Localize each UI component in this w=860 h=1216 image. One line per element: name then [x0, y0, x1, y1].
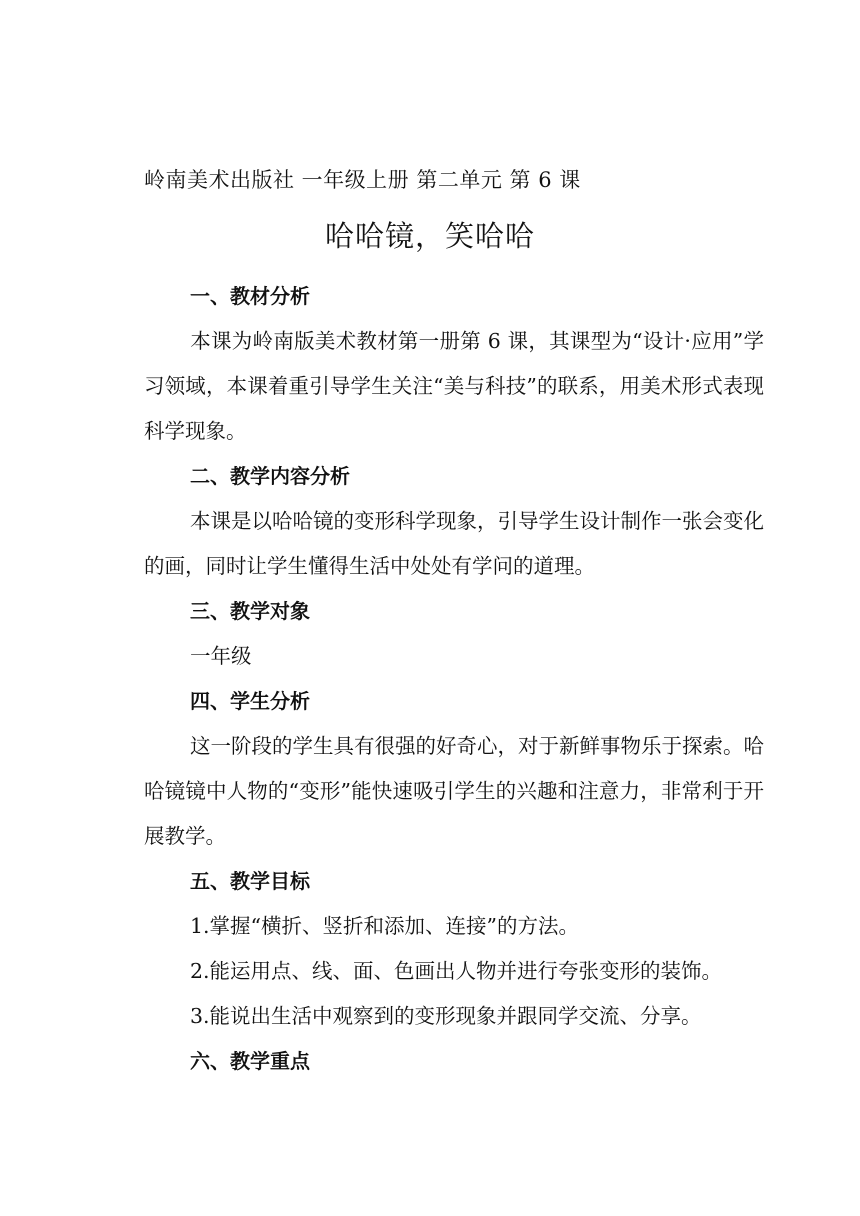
section-paragraph-textbook-analysis: [144, 319, 764, 454]
section-paragraph-teaching-target: 一年级: [190, 644, 252, 668]
paragraph-text: 本课是以哈哈镜的变形科学现象，引导学生设计制作一张会变化的画，同时让学生懂得生活中处处有学问的道理。: [144, 509, 764, 578]
goal-item: 1.掌握“横折、竖折和添加、连接”的方法。: [190, 914, 580, 938]
goal-item: 2.能运用点、线、面、色画出人物并进行夸张变形的装饰。: [190, 959, 723, 983]
lesson-title: 哈哈镜，笑哈哈: [324, 219, 535, 253]
section-paragraph-student-analysis: [144, 724, 764, 859]
section-heading-textbook-analysis: 一、教材分析: [190, 284, 310, 308]
section-heading-student-analysis: 四、学生分析: [190, 689, 310, 713]
section-heading-content-analysis: 二、教学内容分析: [190, 464, 350, 488]
goal-item: 3.能说出生活中观察到的变形现象并跟同学交流、分享。: [190, 1004, 702, 1028]
section-heading-teaching-focus: 六、教学重点: [190, 1049, 310, 1073]
paragraph-text: 本课为岭南版美术教材第一册第 6 课，其课型为“设计·应用”学习领域，本课着重引导学生关注“美与科技”的联系，用美术形式表现科学现象。: [144, 329, 764, 443]
paragraph-text: 这一阶段的学生具有很强的好奇心，对于新鲜事物乐于探索。哈哈镜镜中人物的“变形”能快速吸引学生的兴趣和注意力，非常利于开展教学。: [144, 734, 764, 848]
section-heading-teaching-goals: 五、教学目标: [190, 869, 310, 893]
document-body: [144, 274, 764, 1084]
section-paragraph-content-analysis: [144, 499, 764, 589]
section-heading-teaching-target: 三、教学对象: [190, 599, 310, 623]
publisher-header: 岭南美术出版社 一年级上册 第二单元 第 6 课: [144, 168, 581, 192]
